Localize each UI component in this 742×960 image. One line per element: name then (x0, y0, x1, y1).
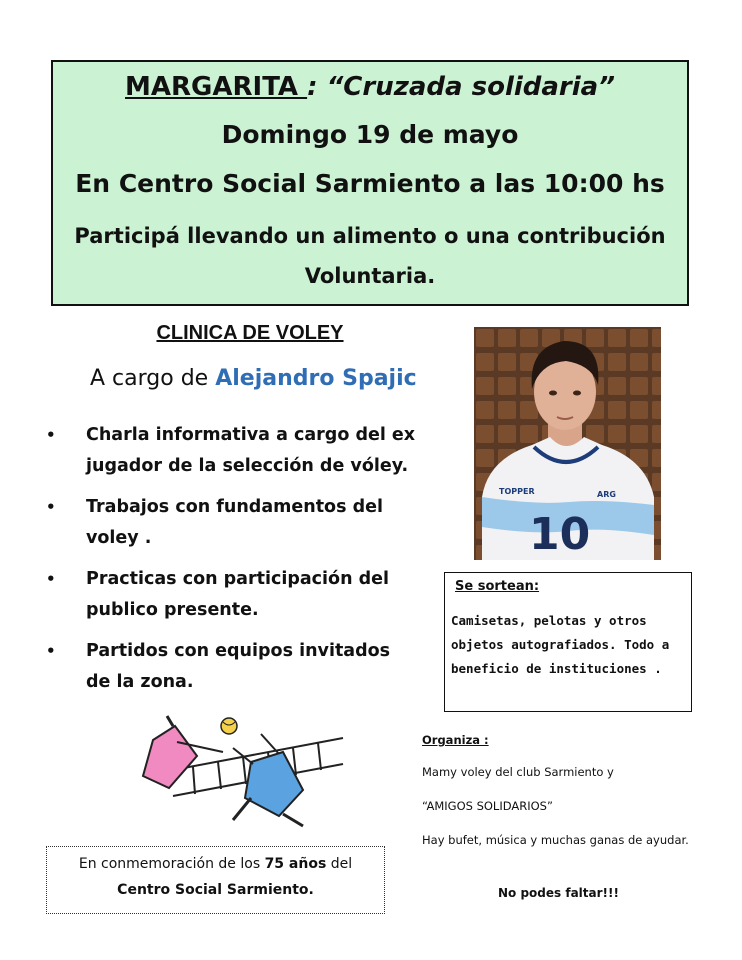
clinic-title (100, 322, 400, 345)
organizers-title: Organiza : (422, 733, 489, 747)
volleyball-clipart (133, 712, 345, 830)
coach-name: Alejandro Spajic (215, 366, 417, 391)
list-item (44, 636, 416, 698)
list-item (44, 564, 416, 626)
bullet-icon: • (46, 642, 56, 660)
list-item-text: Practicas con participación del publico presente. (86, 569, 390, 620)
participation-note: Participá llevando un alimento o una contribución Voluntaria. (74, 224, 666, 288)
list-item-text: Charla informativa a cargo del ex jugador de la selección de vóley. (86, 425, 416, 476)
anniversary-line-1 (47, 851, 384, 877)
list-item (44, 420, 416, 482)
raffle-title: Se sortean: (455, 579, 540, 594)
campaign-name: “Cruzada solidaria” (326, 72, 615, 102)
list-item-text: Trabajos con fundamentos del voley . (86, 497, 383, 548)
organizers-section (422, 733, 702, 863)
coach-line (90, 366, 417, 391)
closing-message: No podes faltar!!! (498, 886, 619, 900)
list-item-text: Partidos con equipos invitados de la zona. (86, 641, 391, 692)
organizers-line-2: “AMIGOS SOLIDARIOS” (422, 799, 553, 813)
event-header-box (51, 60, 689, 306)
title-colon: : (307, 72, 327, 102)
event-date: Domingo 19 de mayo (221, 120, 519, 149)
anniversary-years: 75 años (264, 856, 327, 872)
raffle-description: Camisetas, pelotas y otros objetos autografiados. Todo a beneficio de instituciones . (451, 613, 670, 676)
player-photo (474, 327, 661, 560)
town-name: MARGARITA (125, 72, 308, 102)
clinic-activities-list (44, 420, 416, 708)
shirt-brand: TOPPER (499, 487, 535, 496)
raffle-box (444, 572, 692, 712)
bullet-icon: • (46, 570, 56, 588)
clinic-title-text: CLINICA DE VOLEY (156, 322, 344, 344)
anniversary-suffix: del (326, 856, 353, 872)
player-photo-illustration (474, 327, 661, 560)
anniversary-place (47, 877, 384, 903)
list-item (44, 492, 416, 554)
shirt-number: 10 (529, 509, 591, 560)
event-title (53, 72, 687, 102)
coach-prefix: A cargo de (90, 366, 216, 391)
event-place-time: En Centro Social Sarmiento a las 10:00 hs (75, 169, 665, 198)
shirt-team: ARG (597, 490, 616, 499)
volleyball-players-illustration (133, 712, 345, 830)
anniversary-place-text: Centro Social Sarmiento. (117, 882, 314, 898)
anniversary-prefix: En conmemoración de los (78, 856, 265, 872)
bullet-icon: • (46, 426, 56, 444)
bullet-icon: • (46, 498, 56, 516)
organizers-line-3: Hay bufet, música y muchas ganas de ayudar. (422, 833, 689, 847)
anniversary-box (46, 846, 385, 914)
organizers-line-1: Mamy voley del club Sarmiento y (422, 765, 614, 779)
